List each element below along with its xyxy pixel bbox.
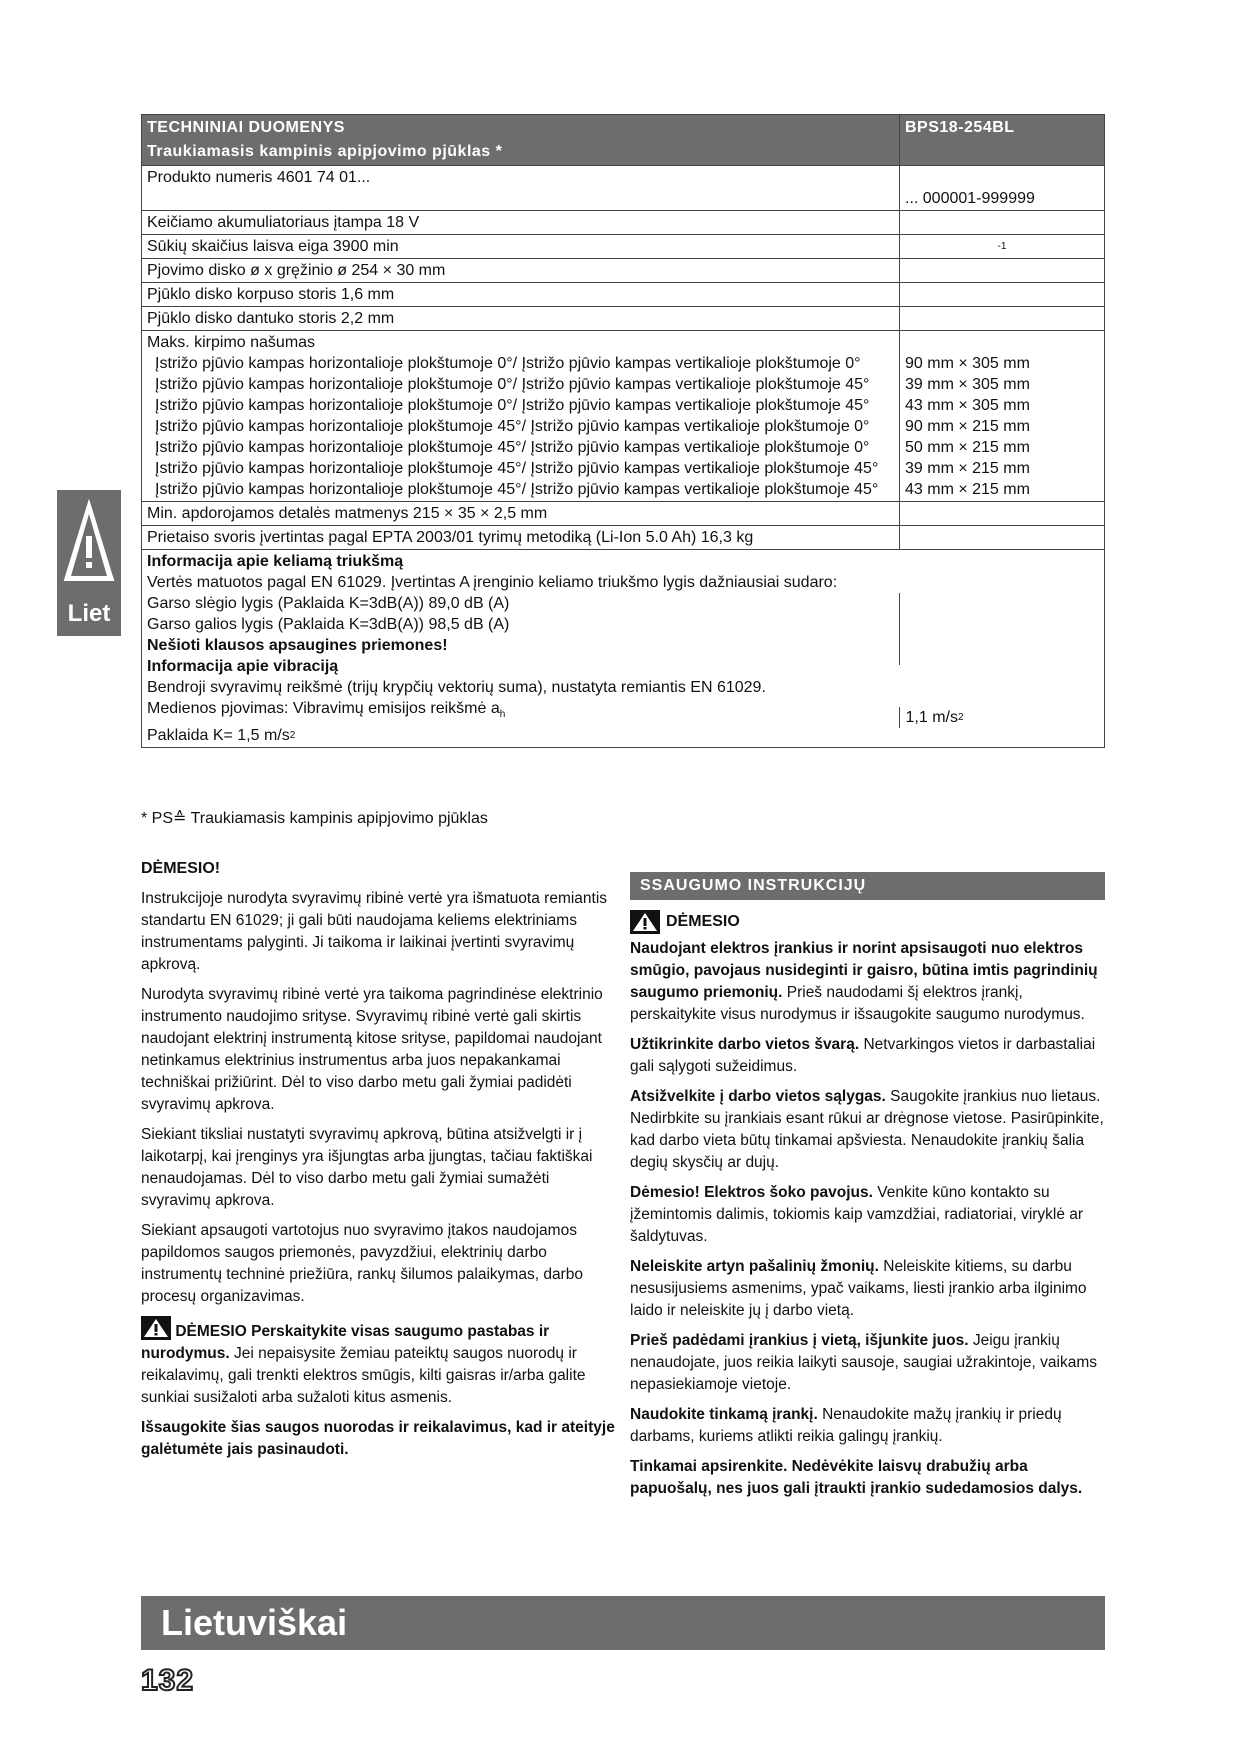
cut-capacity-label: Maks. kirpimo našumas xyxy=(147,334,316,351)
cut-row-label: Įstrižo pjūvio kampas horizontalioje plokštumoje 45°/ Įstrižo pjūvio kampas vertikalioje plokštumoje 45° xyxy=(155,481,879,498)
table-row xyxy=(142,283,1105,307)
table-row xyxy=(142,211,1105,235)
table-row xyxy=(142,307,1105,331)
cut-row-value: 39 mm × 305 mm xyxy=(905,376,1030,393)
cut-row-label: Įstrižo pjūvio kampas horizontalioje plokštumoje 45°/ Įstrižo pjūvio kampas vertikalioje plokštumoje 45° xyxy=(155,460,879,477)
table-row xyxy=(142,502,1105,526)
paragraph: Užtikrinkite darbo vietos švarą. Netvarkingos vietos ir darbastaliai gali sąlygoti sužeidimus. xyxy=(630,1036,1096,1075)
noise-warning: Nešioti klausos apsaugines priemones! xyxy=(147,637,448,654)
warning-icon xyxy=(630,910,660,934)
noise-title: Informacija apie keliamą triukšmą xyxy=(147,553,404,570)
warning-icon xyxy=(63,498,115,584)
cut-capacity-values xyxy=(900,331,1105,502)
footer-language-bar xyxy=(141,1596,1105,1650)
attention-heading: DĖMESIO xyxy=(630,910,1105,934)
table-header-title xyxy=(142,115,900,166)
disc-teeth-label: Pjūklo disko dantuko storis 2,2 mm xyxy=(142,307,900,331)
paragraph: Naudojant elektros įrankius ir norint apsisaugoti nuo elektros smūgio, pavojaus nusideginti ir gaisro, būtina imtis pagrindinių saugumo priemonių. Prieš naudodami šį elektros įrankį, perskaitykite visus nurodymus ir išsaugokite saugumo nurodymus. xyxy=(630,940,1098,1023)
column-divider xyxy=(899,593,1100,665)
paragraph: Instrukcijoje nurodyta svyravimų ribinė vertė yra išmatuota remiantis standartu EN 61029; ji gali būti naudojama keliems elektriniams instrumentams palyginti. Ji taikoma ir laikinai įvertinti svyravimų apkrovą. xyxy=(141,890,608,973)
speed-label: Sūkių skaičius laisva eiga 3900 min xyxy=(142,235,900,259)
header-title: TECHNINIAI DUOMENYS xyxy=(147,119,345,136)
cut-row-value: 39 mm × 215 mm xyxy=(905,460,1030,477)
paragraph: Prieš padėdami įrankius į vietą, išjunkite juos. Jeigu įrankių nenaudojate, juos reikia laikyti sausoje, saugiai užrakintoje, vaikams nepasiekiamoje vietoje. xyxy=(630,1332,1097,1393)
vibration-value: 1,1 $m/s^2$ xyxy=(899,707,1100,728)
right-column xyxy=(630,872,1105,1508)
voltage-label: Keičiamo akumuliatoriaus įtampa 18 V xyxy=(142,211,900,235)
noise-vibration-cell xyxy=(142,550,900,748)
side-tab-label: Liet xyxy=(67,600,111,627)
cut-row-label: Įstrižo pjūvio kampas horizontalioje plokštumoje 0°/ Įstrižo pjūvio kampas vertikalioje plokštumoje 0° xyxy=(155,355,861,372)
footer-title: Lietuviškai xyxy=(161,1602,348,1643)
paragraph: Atsižvelkite į darbo vietos sąlygas. Saugokite įrankius nuo lietaus. Nedirbkite su įrankiais esant rūkui ar drėgnose vietose. Pasirūpinkite, kad darbo vieta būtų tinkamai apšviesta. Nenaudokite įrankių šalia degių skysčių ar dujų. xyxy=(630,1088,1104,1171)
paragraph: Tinkamai apsirenkite. Nedėvėkite laisvų drabužių arba papuošalų, nes juos gali įtraukti įrankio sudedamosios dalys. xyxy=(630,1458,1083,1497)
cut-row-value: 90 mm × 305 mm xyxy=(905,355,1030,372)
table-row xyxy=(142,259,1105,283)
cut-row-label: Įstrižo pjūvio kampas horizontalioje plokštumoje 45°/ Įstrižo pjūvio kampas vertikalioje plokštumoje 0° xyxy=(155,439,870,456)
paragraph: Siekiant apsaugoti vartotojus nuo svyravimo įtakos naudojamos papildomos saugos priemonės, pavyzdžiui, elektrinių darbo instrumentų techninė priežiūra, rankų šilumos palaikymas, darbo procesų organizavimas. xyxy=(141,1222,583,1305)
left-column xyxy=(141,858,616,1469)
table-header xyxy=(142,115,1105,166)
language-side-tab xyxy=(57,490,121,636)
model-name: BPS18-254BL xyxy=(900,115,1105,166)
weight-label: Prietaiso svoris įvertintas pagal EPTA 2003/01 tyrimų metodiką (Li-Ion 5.0 Ah) 16,3 kg xyxy=(142,526,900,550)
warning-icon xyxy=(141,1316,171,1340)
speed-unit: -1 xyxy=(900,235,1105,259)
paragraph: Nurodyta svyravimų ribinė vertė yra taikoma pagrindinėse elektrinio instrumento naudojimo srityse. Svyravimų ribinė vertė gali skirtis naudojant elektrinį instrumentą kitose srityse, papildomai naudojant netinkamus elektrinius instrumentus arba juos nepakankamai techniškai prižiūrint. Dėl to viso darbo metu gali žymiai padidėti svyravimų apkrova. xyxy=(141,986,603,1113)
product-number-label: Produkto numeris 4601 74 01... xyxy=(142,166,900,211)
noise-power: Garso galios lygis (Paklaida K=3dB(A)) 98,5 dB (A) xyxy=(147,616,510,633)
min-workpiece-label: Min. apdorojamos detalės matmenys 215 × 35 × 2,5 mm xyxy=(142,502,900,526)
attention-title: DĖMESIO! xyxy=(141,860,221,877)
keep-instructions: Išsaugokite šias saugos nuorodas ir reikalavimus, kad ir ateityje galėtumėte jais pasinaudoti. xyxy=(141,1419,615,1458)
paragraph: Naudokite tinkamą įrankį. Nenaudokite mažų įrankių ir priedų darbams, kuriems atlikti reikia galingų įrankių. xyxy=(630,1406,1062,1445)
table-row xyxy=(142,526,1105,550)
disc-size-label: Pjovimo disko ø x gręžinio ø 254 × 30 mm xyxy=(142,259,900,283)
noise-intro: Vertės matuotos pagal EN 61029. Įvertintas A įrenginio keliamo triukšmo lygis dažniausiai sudaro: xyxy=(147,574,838,591)
cut-row-value: 90 mm × 215 mm xyxy=(905,418,1030,435)
cut-row-label: Įstrižo pjūvio kampas horizontalioje plokštumoje 0°/ Įstrižo pjūvio kampas vertikalioje plokštumoje 45° xyxy=(155,376,870,393)
technical-data-table xyxy=(141,114,1105,748)
vibration-tolerance: Paklaida K= 1,5 $m/s^2$ xyxy=(147,727,296,745)
page-number: 132 xyxy=(141,1664,195,1697)
header-subtitle: Traukiamasis kampinis apipjovimo pjūklas * xyxy=(147,143,503,160)
cut-capacity-cell xyxy=(142,331,900,502)
noise-vibration-values xyxy=(900,550,1105,748)
cut-row-label: Įstrižo pjūvio kampas horizontalioje plokštumoje 0°/ Įstrižo pjūvio kampas vertikalioje plokštumoje 45° xyxy=(155,397,870,414)
footnote: * PS≙ Traukiamasis kampinis apipjovimo pjūklas xyxy=(141,810,488,827)
noise-vibration-row xyxy=(142,550,1105,748)
paragraph: Neleiskite artyn pašalinių žmonių. Neleiskite kitiems, su darbu nesusijusiems asmenims, ypač vaikams, liesti įrankio arba ilginimo laido ir neleiskite jų į darbo vietą. xyxy=(630,1258,1087,1319)
table-row xyxy=(142,166,1105,211)
noise-pressure: Garso slėgio lygis (Paklaida K=3dB(A)) 89,0 dB (A) xyxy=(147,595,510,612)
section-title: SSAUGUMO INSTRUKCIJŲ xyxy=(630,872,1105,900)
warning-paragraph: DĖMESIO Perskaitykite visas saugumo pastabas ir nurodymus. Jei nepaisysite žemiau pateiktų saugos nuorodų ir reikalavimų, gali trenkti elektros smūgis, kilti gaisras ir/arba galite sunkiai susižaloti arba sužaloti kitus asmenis. xyxy=(141,1316,616,1409)
vibration-title: Informacija apie vibraciją xyxy=(147,658,339,675)
product-number-value: ... 000001-999999 xyxy=(900,166,1105,211)
cut-row-value: 43 mm × 305 mm xyxy=(905,397,1030,414)
disc-body-label: Pjūklo disko korpuso storis 1,6 mm xyxy=(142,283,900,307)
vibration-wood: Medienos pjovimas: Vibravimų emisijos reikšmė $a_h$ xyxy=(147,700,506,721)
cut-row-value: 50 mm × 215 mm xyxy=(905,439,1030,456)
cut-row-label: Įstrižo pjūvio kampas horizontalioje plokštumoje 45°/ Įstrižo pjūvio kampas vertikalioje plokštumoje 0° xyxy=(155,418,870,435)
paragraph: Siekiant tiksliai nustatyti svyravimų apkrovą, būtina atsižvelgti ir į laikotarpį, kai įrenginys yra išjungtas arba įjungtas, tačiau faktiškai nenaudojamas. Dėl to viso darbo metu gali žymiai sumažėti svyravimų apkrova. xyxy=(141,1126,593,1209)
vibration-intro: Bendroji svyravimų reikšmė (trijų krypčių vektorių suma), nustatyta remiantis EN 61029. xyxy=(147,679,766,696)
table-row xyxy=(142,331,1105,502)
table-row xyxy=(142,235,1105,259)
cut-row-value: 43 mm × 215 mm xyxy=(905,481,1030,498)
paragraph: Dėmesio! Elektros šoko pavojus. Venkite kūno kontakto su įžemintomis dalimis, tokiomis kaip vamzdžiai, radiatoriai, viryklė ar šaldytuvas. xyxy=(630,1184,1084,1245)
